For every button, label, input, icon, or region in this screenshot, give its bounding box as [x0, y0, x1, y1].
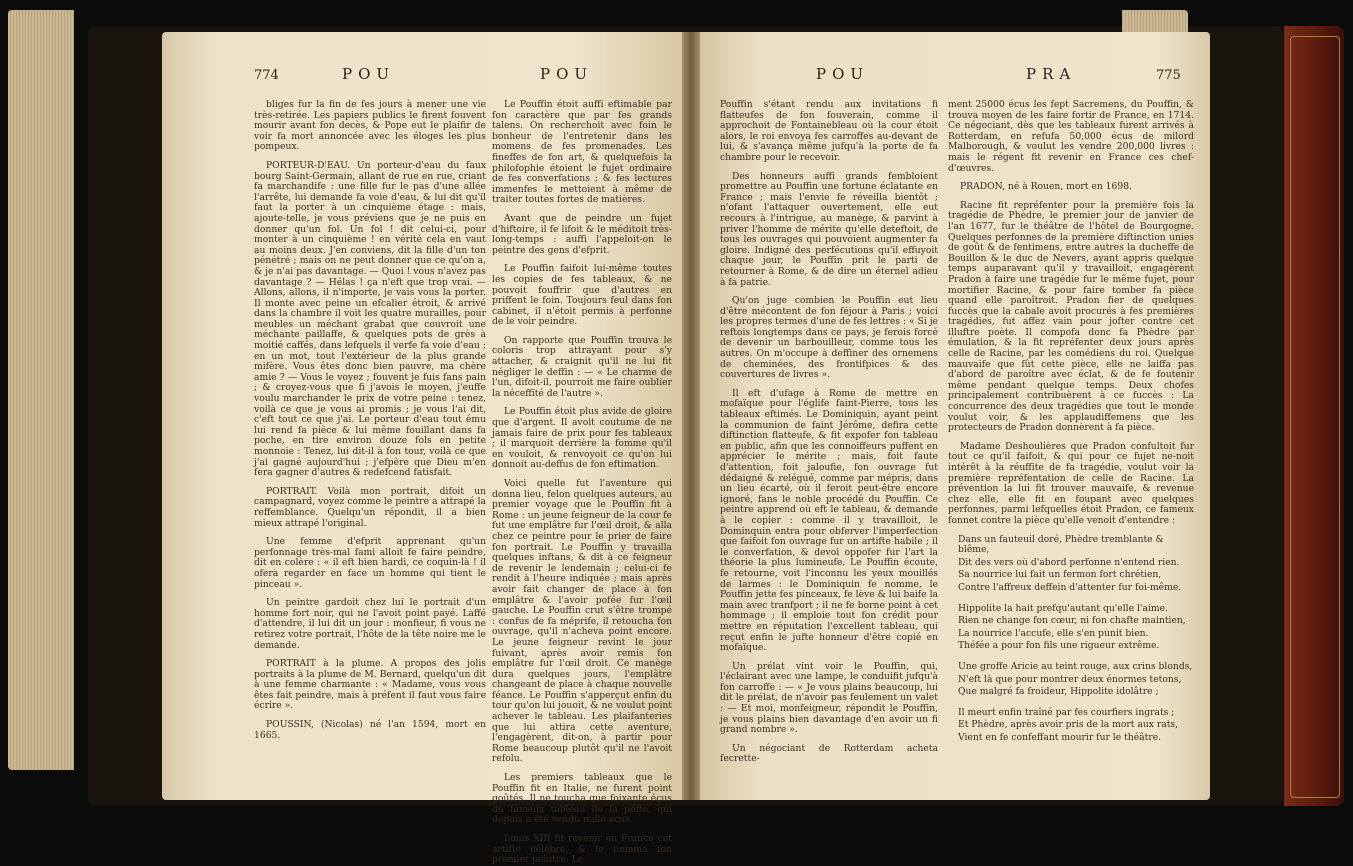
right-page-column-1 [720, 100, 938, 790]
left-page-number: 774 [254, 68, 279, 83]
verse-line: N'eft là que pour montrer deux énormes tetons, [958, 673, 1182, 685]
verse-line: Dit des vers où d'abord perfonne n'entend rien. [958, 556, 1180, 568]
verse-line: Vient en fe confeffant mourir fur le théâtre. [958, 731, 1162, 743]
left-page [162, 32, 682, 866]
right-running-head-right: PRA [1026, 65, 1077, 83]
paragraph: Il eft d'ufage à Rome de mettre en mofaïque pour l'églife faint-Pierre, tous les tableaux eftimés. Le Dominiquin, ayant peint la communion de faint Jérôme, defira cette diftinction flatteufe, & fit expofer fon tableau en public, afin que les connoiffeurs puffent en apprécier le mérite ; mais, foit faute d'attention, foit jaloufie, fon ouvrage fut dédaigné & relégué, comme par mépris, dans un lieu écarté, où il feroit peut-être encore ignoré, fans le noble procédé du Pouffin. Ce peintre apprend où eft le tableau, & demande à le copier : comme il y travailloit, le Dominquin entra pour obferver l'imperfection que faifoit fon ouvrage fur un artifte habile ; il le converfation, & devoi oppofer fur l'art la théorie la plus lumineufe. Le Pouffin écoute, fe retourne, voit l'inconnu les yeux mouillés de larmes : le Dominiquin fe nomme, le Pouffin jette fes pinceaux, fe lève & lui baife la main avec tranfport ; il ne fe borne point à cet hommage ; il emploie tout fon crédit pour mettre en réputation l'excellent tableau, qui reçut enfin le jufte honneur d'être copié en mofaïque. [720, 387, 938, 654]
entry-porteur-deau: PORTEUR-D'EAU. Un porteur-d'eau du faux bourg Saint-Germain, allant de rue en rue, criant fa marchandife : une fille fur le pas d'une allée l'arrête, lui demande fa voie d'eau, & lui dit qu'il faut la porter à un cinquième étage : mais, ajoute-telle, je vous préviens que je ne puis en donner qu'un fol. Un fol ! dit celui-ci, pour monter à un cinquième ! en vérité cela en vaut au moins deux. J'en conviens, dit la fille d'un ton pénétré ; mais on ne peut donner que ce qu'on a, & je n'ai pas davantage. — Quoi ! vous n'avez pas davantage ? — Hélas ! ça n'eft que trop vrai. — Allons, allons, il n'importe, je vais vous la porter. Il monte avec peine un efcalier étroit, & arrivé dans la chambre il voit les quatre murailles, pour meubles un méchant grabat que couvroit une méchante paillaffe, & quelques pots de grès à moitié caffés, dans lefquels il verfe fa voie d'eau ; en un mot, tout l'extérieur de la plus grande mifère. Vous êtes donc bien pauvre, ma chère amie ? — Vous le voyez ; fouvent je fuis fans pain ; & croyez-vous que fi j'avois le moyen, j'euffe voulu marchander le prix de votre peine : tenez, voilà ce que je vous ai promis ; je vous l'ai dit, c'eft tout ce que j'ai. Le porteur d'eau tout ému lui rend fa pièce & lui même fouillant dans fa poche, en tire environ douze fols en petite monnoie : Tenez, lui dit-il à fon tour, voilà ce que j'ai gagné aujourd'hui ; j'efpère que Dieu m'en fera gagner d'autres & redefcend fatisfait. [254, 159, 486, 479]
paragraph: Un négociant de Rotterdam acheta fecrette- [720, 742, 938, 765]
paragraph: Pouffin s'étant rendu aux invitations fi flatteufes de fon fouverain, comme il approchoit de Fontainebleau où la cour étoit alors, le roi envoya fes carroffes au-devant de lui, & s'avança même jufqu'à la porte de fa chambre pour le recevoir. [720, 99, 938, 163]
verse-line: Que malgré fa froideur, Hippolite idolâtre ; [958, 686, 1159, 698]
right-page-number: 775 [1156, 68, 1181, 83]
cover-gilt-frame [1290, 36, 1340, 798]
entry-pradon: PRADON, né à Rouen, mort en 1698. [960, 181, 1132, 193]
verse-line: Hippolite la hait prefqu'autant qu'elle l'aime. [958, 602, 1168, 614]
entry-poussin: POUSSIN, (Nicolas) né l'an 1594, mort en 1665. [254, 719, 486, 741]
left-running-head-col2: POU [540, 65, 594, 83]
paragraph: Le Pouffin étoit auffi eftimable par fon caractère que par fes grands talens. On recherchoit avec foin le bonheur de l'entretenir dans les momens de fes promenades. Les fineffes de fon art, & quelquefois la philofophie étoient le fujet ordinaire de fes converfations ; & fes lectures immenfes le mettoient à même de traiter toutes fortes de matières. [492, 99, 672, 206]
paragraph: Racine fit repréfenter pour la première fois la tragédie de Phèdre, le premier jour de janvier de l'an 1677, fur le théâtre de l'hôtel de Bourgogne. Quelques perfonnes de la première diftinction unies de goût & de fentimens, entre autres la ducheffe de Bouillon & le duc de Nevers, ayant appris quelque temps auparavant qu'il y travailloit, engagèrent Pradon à faire une tragédie fur le même fujet, pour mortifier Racine, & pour faire tomber fa pièce quand elle paroîtroit. Pradon fier de quelques fuccès que la cabale avoit procurés à fes premières tragédies, fut affez vain pour jofter contre cet illuftre poète. Il compofa donc fa Phèdre par émulation, & la fit repréfenter deux jours après celle de Racine, par les comédiens du roi. Quelque mauvaife que fût cette pièce, elle ne laiffa pas d'abord de paroître avec éclat, & de fe foutenir même pendant quelque temps. Deux chofes principalement contribuèrent à ce fuccès : La concurrence des deux tragédies que tout le monde voulut voir, & les applaudiffemens que les protecteurs de Pradon donnèrent à fa pièce. [948, 199, 1194, 434]
left-page-column-2 [492, 99, 672, 866]
left-page-column-1 [254, 100, 486, 790]
verse-line: Sa nourrice lui fait un fermon fort chrétien, [958, 569, 1162, 581]
entry-portrait: PORTRAIT. Voilà mon portrait, difoit un campagnard, voyez comme le peintre a attrapé la reffemblance. Quelqu'un répondit, il a bien mieux attrapé l'original. [254, 485, 486, 529]
paragraph: Une femme d'efprit apprenant qu'un perfonnage très-mal fami alloit fe faire peindre, dit en colère : « il eft bien hardi, ce coquin-là ! il ofera regarder en face un homme qui tient le pinceau ». [254, 536, 486, 590]
verse-line: Dans un fauteuil doré, Phèdre tremblante & blême, [958, 533, 1164, 556]
verse-line: Il meurt enfin traîné par fes courfiers ingrats ; [958, 706, 1175, 718]
left-page-edges [8, 10, 74, 770]
paragraph: Qu'on juge combien le Pouffin eut lieu d'être mécontent de fon féjour à Paris ; voici les propres termes d'une de fes lettres : « Si je reftois longtemps dans ce pays, je ferois forcé de devenir un barbouilleur, comme tous les autres. On m'occupe à deffiner des ornemens de cheminées, des frontifpices & des couvertures de livres ». [720, 295, 938, 381]
verse-line: Théfée a pour fon fils une rigueur extrême. [958, 640, 1160, 652]
book-gutter [682, 32, 700, 800]
paragraph: Des honneurs auffi grands fembloient promettre au Pouffin une fortune éclatante en France ; mais l'envie fe réveilla bientôt ; n'ofant l'attaquer ouvertement, elle eut recours à l'intrigue, au manège, & parvint à priver l'homme de mérite qu'elle deteftoit, de tous les ouvrages qui pouvoient augmenter fa gloire. Indigné des perfécutions qu'il effuyoit chaque jour, le Pouffin prit le parti de retourner à Rome, & de dire un éternel adieu à fa patrie. [720, 170, 938, 288]
paragraph: ment 25000 écus les fept Sacremens, du Pouffin, & trouva moyen de les faire fortir de France, en 1714. Ce négociant, dès que les tableaux furent arrivés à Rotterdam, en refufa 50,000 écus de milord Malborough, & voulut les vendre 200,000 livres : mais le régent fit revenir en France ces chef-d'œuvres. [948, 99, 1194, 174]
entry-portrait-plume: PORTRAIT à la plume. A propos des jolis portraits à la plume de M. Bernard, quelqu'un dit à une femme charmante : « Madame, vous vous êtes fait peindre, mais à préfent il faut vous faire écrire ». [254, 658, 486, 712]
paragraph: Le Pouffin étoit plus avide de gloire que d'argent. Il avoit coutume de ne jamais faire de prix pour fes tableaux ; il marquoit derrière la fomme qu'il en vouloit, & renvoyoit ce qu'on lui donnoit au-deffus de fon eftimation. [492, 406, 672, 471]
sonnet [948, 535, 1194, 744]
verse-line: Rien ne change fon cœur, ni fon chafte maintien, [958, 615, 1186, 627]
paragraph: Un peintre gardoit chez lui le portrait d'un homme fort noir, qui ne l'avoit point payé. Laffé d'attendre, il lui dit un jour : monfieur, fi vous ne retirez votre portrait, l'hôte de la tête noire me le demande. [254, 597, 486, 651]
paragraph: bliges fur la fin de fes jours à mener une vie très-retirée. Les papiers publics le firent fouvent mourir avant fon decès, & Pope eut le plaifir de voir fa mort annoncée avec les éloges les plus pompeux. [254, 99, 486, 153]
paragraph: Avant que de peindre un fujet d'hiftoire, il fe lifoit & le méditoit très-long-temps : auffi l'appeloit-on le peintre des gens d'efprit. [492, 212, 672, 256]
paragraph: On rapporte que Pouffin trouva le coloris trop attrayant pour s'y attacher, & craignit qu'il ne lui fit négliger le deffin : — « Le charme de l'un, difoit-il, pourroit me faire oublier la néceffité de l'autre ». [492, 334, 672, 399]
verse-line: La nourrice l'accufe, elle s'en punit bien. [958, 627, 1149, 639]
paragraph: Voici quelle fut l'aventure qui donna lieu, felon quelques auteurs, au premier voyage que le Pouffin fit à Rome : un jeune feigneur de la cour fe fut une emplâtre fur l'œil droit, & alla chez ce peintre pour le prier de faire fon portrait. Le Pouffin y travailla quelques inftans, & dit à ce feigneur de revenir le lendemain ; celui-ci fe rendit à l'heure indiquée ; mais après avoir fait changer de place à fon emplâtre & l'avoir pofée fur l'œil gauche. Le Pouffin crut s'être trompé : confus de fa méprife, il retoucha fon ouvrage, qu'il n'acheva point encore. Le jeune feigneur revint le jour fuivant, après avoir remis fon emplâtre fur l'œil droit. Ce manège dura quelques jours, l'emplâtre changeant de place à chaque nouvelle féance. Le Pouffin s'apperçut enfin du tour qu'on lui jouoit, & ne voulut point achever le tableau. Les plaifanteries que lui attira cette aventure, l'engagèrent, dit-on, à partir pour Rome beaucoup plutôt qu'il ne l'avoit refolu. [492, 478, 672, 765]
paragraph: Louis XIII fit revenir en France cet artifte célèbre, & le nomma fon premier peintre. Le [492, 833, 672, 866]
right-running-head-left: POU [816, 65, 870, 83]
paragraph: Un prélat vint voir le Pouffin, qui, l'éclairant avec une lampe, le conduifit jufqu'à fon carroffe : — « Je vous plains beaucoup, lui dit le prélat, de n'avoir pas feulement un valet : — Et moi, monfeigneur, répondit le Pouffin, je vous plains bien davantage d'en avoir un fi grand nombre ». [720, 660, 938, 736]
right-page-column-2 [948, 100, 1194, 790]
paragraph: Les premiers tableaux que le Pouffin fit en Italie, ne furent point goûtés. Il ne toucha que foixante écus du fameux tableau de la pefte, qui depuis a été vendu mille écus. [492, 772, 672, 826]
verse-line: Et Phèdre, après avoir pris de la mort aux rats, [958, 719, 1179, 731]
right-page [700, 32, 1210, 800]
verse-line: Une groffe Aricie au teint rouge, aux crins blonds, [958, 660, 1193, 672]
paragraph: Madame Deshoulières que Pradon confultoit fur tout ce qu'il faifoit, & qui pour ce fujet ne-noit intérêt à la réuffite de fa tragédie, voulut voir la première repréfentation de celle de Racine. La prévention la lui fit trouver mauvaife, & revenue chez elle, elle fit en foupant avec quelques perfonnes, parmi lefquelles étoit Pradon, ce fameux fonnet contre la pièce qu'elle venoit d'entendre : [948, 440, 1194, 526]
paragraph: Le Pouffin faifoit lui-même toutes les copies de fes tableaux, & ne pouvoit fouffrir que d'autres en priffent le foin. Toujours feul dans fon cabinet, il n'étoit permis à perfonne de le voir peindre. [492, 263, 672, 328]
left-running-head: POU [342, 65, 396, 83]
verse-line: Contre l'affreux deffein d'attenter fur foi-même. [958, 581, 1182, 593]
